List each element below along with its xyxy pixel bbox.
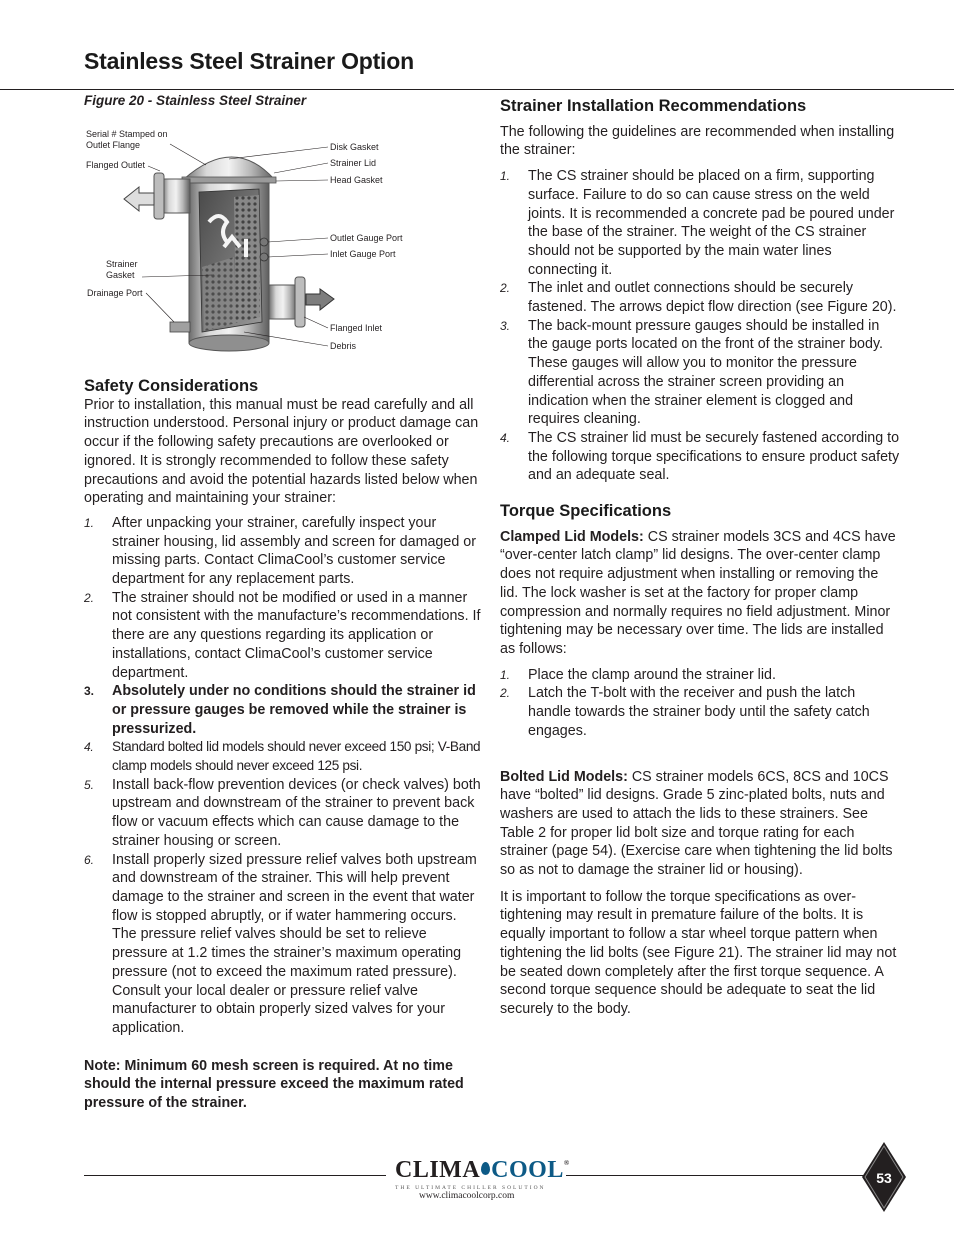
safety-item-warning: 3. Absolutely under no conditions should the strainer id or pressure gauges be removed while the strainer is pressurized. <box>84 683 476 737</box>
safety-item: 5. Install back-flow prevention devices (or check valves) both upstream and downstream of the strainer to prevent back flow or vacuum effects which can cause damage to the strainer housing or screen. <box>84 776 481 849</box>
label-disk-gasket: Disk Gasket <box>330 142 379 152</box>
safety-item: 1. After unpacking your strainer, carefully inspect your strainer housing, lid assembly and screen for damaged or missing parts. Contact ClimaCool’s customer service department for any replacement parts. <box>84 514 476 588</box>
page-number: 53 <box>876 1170 892 1186</box>
droplet-icon <box>481 1162 490 1175</box>
left-column <box>84 377 484 1113</box>
page-title: Stainless Steel Strainer Option <box>84 48 414 74</box>
torque-closing-paragraph: It is important to follow the torque specifications as over-tightening may result in premature failure of the bolts. It is equally important to follow a star wheel torque pattern when tightening the lid bolts (see Figure 21). The strainer lid may not be seated down completely after the first torque sequence. A second torque sequence should be adequate to seat the lid securely to the body. <box>500 888 897 1017</box>
safety-note: Note: Minimum 60 mesh screen is required. At no time should the internal pressure exceed the maximum rated pressure of the strainer. <box>84 1057 464 1112</box>
safety-list <box>84 514 484 1038</box>
label-outlet-gauge-port: Outlet Gauge Port <box>330 233 403 243</box>
installation-item: 4. The CS strainer lid must be securely fastened according to the following torque specifications to ensure product safety and an adequate seal. <box>500 429 900 484</box>
installation-item: 3. The back-mount pressure gauges should be installed in the gauge ports located on the front of the strainer body. These gauges will allow you to monitor the pressure differential across the strainer screen providing an indication when the strainer element is clogged and requires cleaning. <box>500 317 884 428</box>
label-serial-2: Outlet Flange <box>86 140 141 150</box>
clamp-step: 1. Place the clamp around the strainer lid. <box>500 666 776 683</box>
label-inlet-gauge-port: Inlet Gauge Port <box>330 249 396 259</box>
climacool-logo: CLIMA COOL® THE ULTIMATE CHILLER SOLUTION <box>395 1157 570 1191</box>
safety-item: 4. Standard bolted lid models should never exceed 150 psi; V-Band clamp models should never exceed 125 psi. <box>84 739 481 774</box>
logo-tagline: THE ULTIMATE CHILLER SOLUTION <box>395 1185 546 1191</box>
label-strainer-lid: Strainer Lid <box>330 158 377 168</box>
clamped-lid-label: Clamped Lid Models: <box>500 528 644 545</box>
label-strainer-gasket-2: Gasket <box>106 270 135 280</box>
right-column <box>500 97 900 1019</box>
label-strainer-gasket: Strainer <box>106 259 138 269</box>
torque-heading: Torque Specifications <box>500 502 672 521</box>
title-divider <box>0 89 954 90</box>
label-flanged-inlet: Flanged Inlet <box>330 323 383 333</box>
safety-heading: Safety Considerations <box>84 377 259 395</box>
installation-item: 2. The inlet and outlet connections should be securely fastened. The arrows depict flow direction (see Figure 20). <box>500 280 897 316</box>
bolted-lid-paragraph: Bolted Lid Models: CS strainer models 6CS, 8CS and 10CS have “bolted” lid designs. Grade 5 zinc-plated bolts, nuts and washers are used to attach the lids to these strainers. See Table 2 for proper lid bolt size and torque rating for each strainer (page 54). (Exercise care when tightening the lid bolts so as not to damage the strainer lid or housing). <box>500 768 893 879</box>
footer-divider-right <box>566 1175 866 1176</box>
safety-intro: Prior to installation, this manual must be read carefully and all instruction understood. Personal injury or product damage can occur if the following safety precautions are overlooked or ignored. It is strongly recommended to follow these safety precautions and avoid the potential hazards listed below when operating and maintaining your strainer: <box>84 396 479 507</box>
installation-item: 1. The CS strainer should be placed on a firm, supporting surface. Failure to do so can cause stress on the weld joints. It is recommended a concrete pad be poured under the base of the strainer. The weight of the CS strainer should not be supported by the main water lines connecting it. <box>500 168 895 278</box>
installation-list <box>500 167 900 485</box>
footer-divider-left <box>84 1175 386 1176</box>
figure-caption: Figure 20 - Stainless Steel Strainer <box>84 93 307 108</box>
bolted-lid-label: Bolted Lid Models: <box>500 768 628 785</box>
strainer-figure <box>84 117 414 377</box>
label-head-gasket: Head Gasket <box>330 175 383 185</box>
strainer-illustration <box>84 117 414 377</box>
label-flanged-outlet: Flanged Outlet <box>86 160 146 170</box>
label-debris: Debris <box>330 341 357 351</box>
website-url: www.climacoolcorp.com <box>419 1191 515 1201</box>
clamped-lid-paragraph: Clamped Lid Models: CS strainer models 3CS and 4CS have “over-center latch clamp” lid designs. The over-center clamp does not require adjustment when installing or removing the lid. The lock washer is set at the factory for proper clamp compression and normally requires no field adjustment. Minor tightening may be necessary over time. The lids are installed as follows: <box>500 528 896 657</box>
safety-item: 6. Install properly sized pressure relief valves both upstream and downstream of the strainer. This will help prevent damage to the strainer and screen in the event that water flow is stopped abruptly, or if water hammering occurs. The pressure relief valves should be set to relieve pressure at 1.2 times the strainer’s maximum operating pressure (not to exceed the maximum rated pressure). Consult your local dealer or pressure relief valve manufacturer to obtain properly sized valves for your application. <box>84 851 477 1036</box>
installation-intro: The following the guidelines are recommended when installing the strainer: <box>500 123 895 159</box>
clamp-step: 2. Latch the T-bolt with the receiver and push the latch handle towards the strainer body until the safety catch engages. <box>500 685 870 739</box>
safety-item: 2. The strainer should not be modified or used in a manner not consistent with the manufacture’s recommendations. If there are any questions regarding its application or installations, contact ClimaCool’s customer service department. <box>84 589 481 681</box>
label-drainage-port: Drainage Port <box>87 288 143 298</box>
installation-heading: Strainer Installation Recommendations <box>500 97 807 115</box>
label-serial: Serial # Stamped on <box>86 129 168 139</box>
clamp-steps-list <box>500 666 900 741</box>
